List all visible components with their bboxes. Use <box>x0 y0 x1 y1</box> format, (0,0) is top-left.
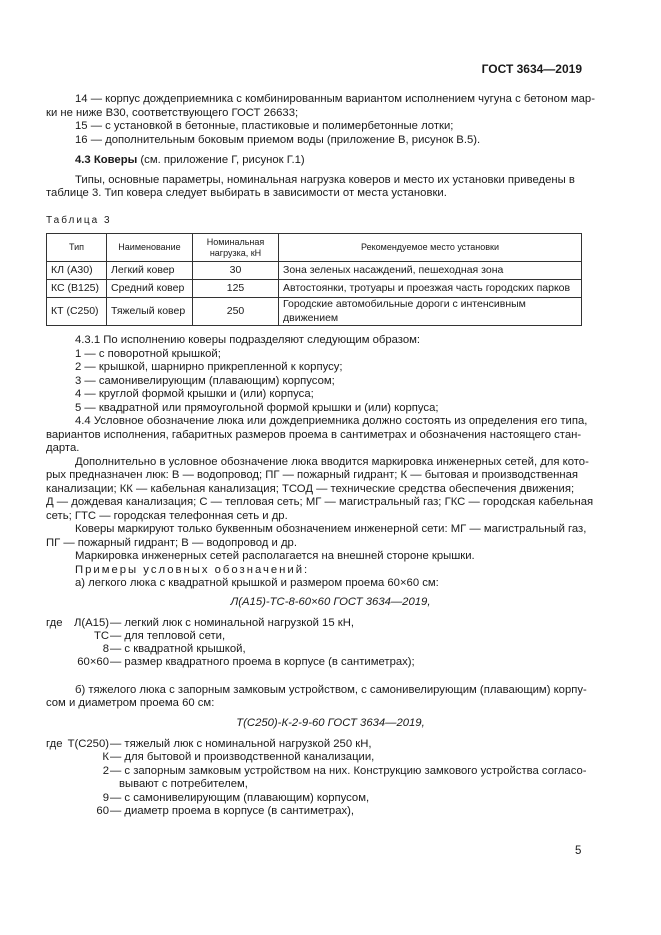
example-b-intro: б) тяжелого люка с запорным замковым устройством, с самонивелирующим (плавающим) корпу- <box>75 684 587 696</box>
legend-text: — размер квадратного проема в корпусе (в сантиметрах); <box>110 656 415 668</box>
section-heading: 4.3 Коверы (см. приложение Г, рисунок Г.1) <box>75 154 305 166</box>
col-name: Наименование <box>107 234 193 262</box>
legend-key: 60×60 <box>77 656 109 668</box>
legend-key: 2 <box>102 765 109 777</box>
paragraph-line: Дополнительно в условное обозначение люка вводится маркировка инженерных сетей, для кото- <box>75 455 589 468</box>
legend-text: — тяжелый люк с номинальной нагрузкой 250 кН, <box>110 738 372 750</box>
document-code: ГОСТ 3634—2019 <box>481 62 582 76</box>
paragraph-line: Коверы маркируют только буквенным обозначением инженерной сети: МГ — магистральный газ, <box>75 523 587 535</box>
legend-text-cont: вывают с потребителем, <box>119 778 248 790</box>
list-item: 14 — корпус дождеприемника с комбинированным вариантом исполнением чугуна с бетоном мар- <box>75 93 595 105</box>
col-type: Тип <box>47 234 107 262</box>
section-4-3 <box>46 154 581 201</box>
list-item: 16 — дополнительным боковым приемом воды (приложение В, рисунок В.5). <box>75 133 481 146</box>
legend-text: — с квадратной крышкой, <box>110 643 246 655</box>
legend-key: 9 <box>102 792 109 804</box>
col-place: Рекомендуемое место установки <box>279 234 582 262</box>
legend-where: где <box>46 617 63 629</box>
legend-text: — диаметр проема в корпусе (в сантиметрах), <box>110 805 355 817</box>
legend-text: — с самонивелирующим (плавающим) корпусом, <box>110 792 370 804</box>
page-number: 5 <box>575 845 582 857</box>
legend-key: К <box>102 751 109 763</box>
list-item: 3 — самонивелирующим (плавающим) корпусом; <box>75 374 335 387</box>
paragraph-line: таблице 3. Тип ковера следует выбирать в зависимости от места установки. <box>46 187 447 199</box>
table-row: КТ (С250) Тяжелый ковер 250 Городские автомобильные дороги с интенсивным движением <box>47 298 582 326</box>
col-load: Номинальная нагрузка, кН <box>193 234 279 262</box>
clause-line: вариантов исполнения, габаритных размеров проема в сантиметрах и обозначения настоящего стан- <box>46 428 582 441</box>
clause-4-3-1: 4.3.1 По исполнению коверы подразделяют следующим образом: <box>75 334 421 346</box>
list-item: 15 — с установкой в бетонные, пластиковые и полимербетонные лотки; <box>75 120 454 132</box>
legend-key: Л(А15) <box>73 617 109 629</box>
table-header-row <box>47 234 582 262</box>
clause-4-4: 4.4 Условное обозначение люка или дождеприемника должно состоять из определения его типа, <box>75 415 588 427</box>
paragraph-line: канализации; КК — кабельная канализация; ТСОД — технические средства обеспечения движения; <box>46 482 575 495</box>
legend-key: 8 <box>102 643 109 655</box>
table-row: КЛ (А30) Легкий ковер 30 Зона зеленых насаждений, пешеходная зона <box>47 262 582 280</box>
paragraph-line: сеть; ГТС — городская телефонная сеть и др. <box>46 509 288 522</box>
legend-key: Т(С250) <box>67 738 109 750</box>
list-item: 5 — квадратной или прямоугольной формой крышки и (или) корпуса; <box>75 401 439 414</box>
legend-key: ТС <box>93 630 109 642</box>
legend-where: где <box>46 738 63 750</box>
list-item: 1 — с поворотной крышкой; <box>75 347 221 360</box>
list-item: 4 — круглой формой крышки и (или) корпуса; <box>75 388 314 400</box>
legend-text: — для бытовой и производственной канализации, <box>110 751 375 763</box>
paragraph-line: рых предназначен люк: В — водопровод; ПГ — пожарный гидрант; К — бытовая и производственная <box>46 469 579 481</box>
list-item-cont: ки не ниже В30, соответствующего ГОСТ 26633; <box>46 106 299 119</box>
list-item: 2 — крышкой, шарнирно прикрепленной к корпусу; <box>75 361 343 373</box>
clause-line: дарта. <box>46 442 80 454</box>
legend-text: — легкий люк с номинальной нагрузкой 15 кН, <box>110 617 355 629</box>
example-a-intro: а) легкого люка с квадратной крышкой и размером проема 60×60 см: <box>75 577 439 589</box>
table-row: КС (В125) Средний ковер 125 Автостоянки, тротуары и проезжая часть городских парков <box>47 280 582 298</box>
examples-heading: Примеры условных обозначений: <box>75 563 310 576</box>
legend-text: — для тепловой сети, <box>110 630 226 642</box>
legend-text: — с запорным замковым устройством на них. Конструкцию замкового устройства согласо- <box>110 765 587 777</box>
paragraph-line: Типы, основные параметры, номинальная нагрузка коверов и место их установки приведены в <box>75 173 575 186</box>
example-b-intro-cont: сом и диаметром проема 60 см: <box>46 697 215 709</box>
legend-key: 60 <box>96 805 109 817</box>
paragraph-line: Д — дождевая канализация; С — тепловая сеть; МГ — магистральный газ; ГКС — городская кабельная <box>46 496 594 508</box>
paragraph-line: Маркировка инженерных сетей располагается на внешней стороне крышки. <box>75 550 475 562</box>
main-body <box>46 334 594 591</box>
formula-a: Л(А15)-ТС-8-60×60 ГОСТ 3634—2019, <box>230 596 431 608</box>
formula-b: Т(С250)-К-2-9-60 ГОСТ 3634—2019, <box>236 717 425 729</box>
table-caption: Таблица 3 <box>46 215 112 226</box>
intro-list <box>46 93 595 147</box>
paragraph-line: ПГ — пожарный гидрант; В — водопровод и др. <box>46 536 297 549</box>
table-3 <box>46 233 582 326</box>
